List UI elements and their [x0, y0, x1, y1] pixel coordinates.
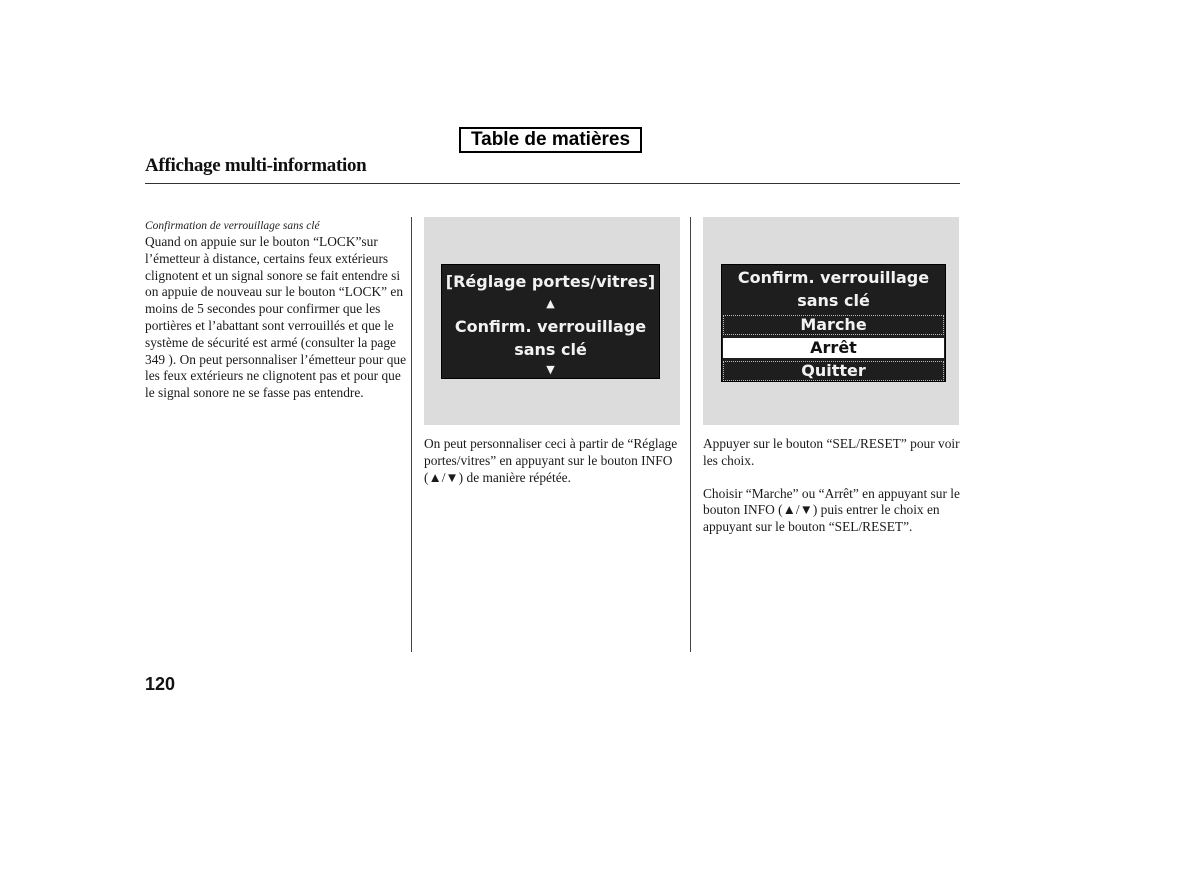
screen-menu-title: [Réglage portes/vitres]	[445, 272, 656, 291]
table-of-contents-button[interactable]: Table de matières	[459, 127, 642, 153]
screen-item-line1: Confirm. verrouillage	[454, 317, 647, 336]
caption-2	[703, 436, 961, 536]
subheading: Confirmation de verrouillage sans clé	[145, 220, 320, 232]
page-number: 120	[145, 674, 176, 694]
option-marche[interactable]: Marche	[723, 315, 944, 335]
title-divider	[145, 183, 960, 184]
display-illustration-1	[424, 217, 680, 425]
up-arrow-icon: ▲	[546, 297, 555, 310]
screen-item-line2: sans clé	[514, 340, 587, 359]
column-divider-right	[690, 217, 691, 652]
option-arret[interactable]: Arrêt	[723, 338, 944, 358]
body-paragraph: Quand on appuie sur le bouton “LOCK”sur l’émetteur à distance, certains feux extérieurs clignotent et un signal sonore se fait entendre si on appuie de nouveau sur le bouton “LOCK” en moins de 5 secondes pour confirmer que les portières et l’abattant sont verrouillés et que le système de sécurité est armé (consulter la page 349 ). On peut personnaliser l’émetteur pour que les feux extérieurs ne clignotent pas et pour que le signal sonore ne se fasse pas entendre.	[145, 234, 407, 401]
section-title: Affichage multi-information	[145, 155, 367, 176]
caption-1	[424, 436, 682, 486]
multi-info-screen-2	[721, 264, 946, 382]
caption-2-paragraph-2: Choisir “Marche” ou “Arrêt” en appuyant sur le bouton INFO (▲/▼) puis entrer le choix en appuyant sur le bouton “SEL/RESET”.	[703, 485, 960, 535]
option-quitter[interactable]: Quitter	[723, 361, 944, 381]
display-illustration-2	[703, 217, 959, 425]
down-arrow-icon: ▼	[546, 363, 555, 376]
multi-info-screen-1	[441, 264, 660, 379]
caption-2-paragraph-1: Appuyer sur le bouton “SEL/RESET” pour voir les choix.	[703, 436, 960, 468]
left-column	[145, 219, 407, 402]
column-divider-left	[411, 217, 412, 652]
screen-heading-line1: Confirm. verrouillage	[737, 268, 930, 287]
caption-1-text: On peut personnaliser ceci à partir de “Réglage portes/vitres” en appuyant sur le bouton INFO (▲/▼) de manière répétée.	[424, 436, 678, 485]
screen-heading-line2: sans clé	[797, 291, 870, 310]
